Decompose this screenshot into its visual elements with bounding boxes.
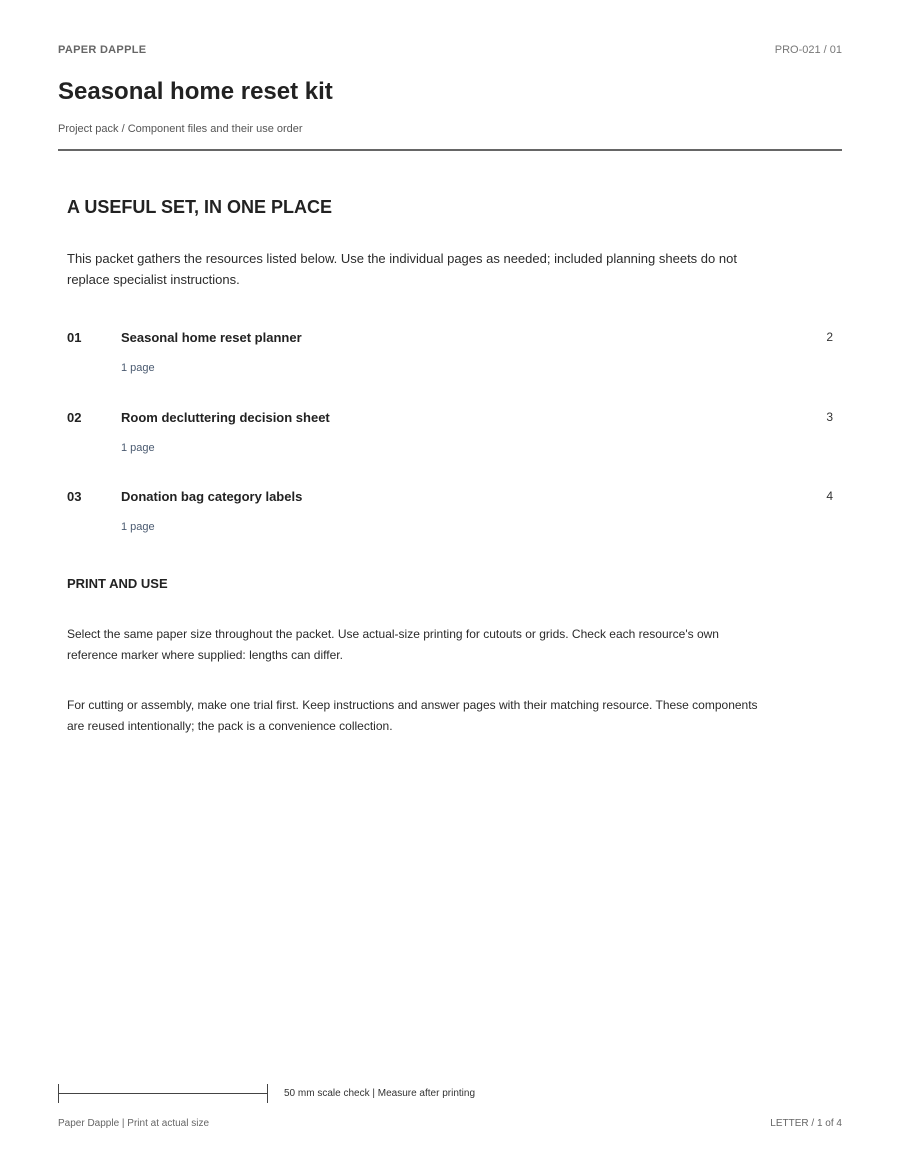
entry-page-number: 4 (826, 489, 833, 503)
page-title: Seasonal home reset kit (58, 78, 333, 105)
scale-line (58, 1093, 267, 1094)
scale-caption: 50 mm scale check | Measure after printing (284, 1088, 476, 1099)
entry-page-number: 2 (826, 330, 833, 344)
intro-paragraph: This packet gathers the resources listed below. Use the individual pages as needed; included planning sheets do not replace specialist instructions. (67, 251, 737, 287)
entry-title: Donation bag category labels (121, 489, 303, 504)
scale-bar (58, 1084, 268, 1104)
entry-number: 03 (67, 489, 82, 504)
header-divider (58, 149, 842, 151)
contents-list (67, 330, 833, 569)
entry-title: Seasonal home reset planner (121, 330, 302, 345)
document-code: PRO-021 / 01 (774, 44, 842, 56)
intro-heading: A USEFUL SET, IN ONE PLACE (67, 197, 333, 217)
print-paragraph: For cutting or assembly, make one trial first. Keep instructions and answer pages with their matching resource. These components are reused intentionally; the pack is a convenience collection. (67, 698, 758, 733)
contents-entry (67, 489, 833, 569)
footer-left: Paper Dapple | Print at actual size (58, 1118, 210, 1129)
top-bar (58, 44, 842, 56)
scale-tick-right (267, 1084, 268, 1103)
contents-entry (67, 330, 833, 410)
print-paragraph: Select the same paper size throughout the packet. Use actual-size printing for cutouts or grids. Check each resource's own reference marker where supplied: lengths can differ. (67, 627, 719, 662)
entry-page-count: 1 page (121, 362, 155, 374)
entry-page-count: 1 page (121, 441, 155, 454)
entry-title: Room decluttering decision sheet (121, 409, 330, 425)
contents-entry (67, 410, 833, 490)
entry-number: 02 (67, 409, 82, 425)
page-footer (58, 1118, 842, 1129)
brand-name: PAPER DAPPLE (58, 44, 147, 56)
entry-page-count: 1 page (121, 521, 155, 533)
footer-right: LETTER / 1 of 4 (770, 1118, 842, 1129)
entry-page-number: 3 (826, 409, 833, 424)
page-subtitle: Project pack / Component files and their use order (58, 123, 303, 135)
print-heading: PRINT AND USE (67, 576, 168, 591)
entry-number: 01 (67, 330, 82, 345)
